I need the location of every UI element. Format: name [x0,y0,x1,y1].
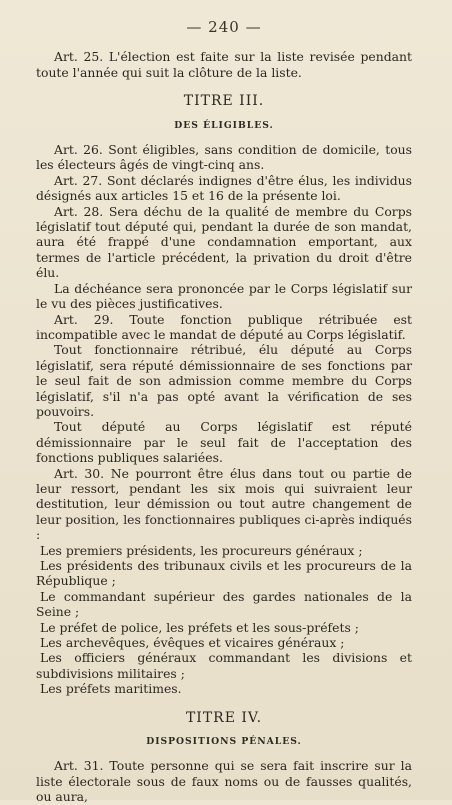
article-31: Art. 31. Toute personne qui se sera fait inscrire sur la liste électorale sous de faux noms ou de fausses qualités, ou aura, [36,758,412,805]
titre-3-subheading: DES ÉLIGIBLES. [174,119,274,131]
titre-4-subheading: DISPOSITIONS PÉNALES. [146,736,302,748]
article-30-list-item: Les officiers généraux commandant les divisions et subdivisions militaires ; [36,650,412,681]
page-text [36,20,412,805]
article-28-paragraph-2: La déchéance sera prononcée par le Corps législatif sur le vu des pièces justificatives. [36,280,412,312]
article-30-list-item: Le commandant supérieur des gardes nationales de la Seine ; [36,588,412,620]
article-30: Art. 30. Ne pourront être élus dans tout ou partie de leur ressort, pendant les six mois qui suivraient leur destitution, leur démission ou tout autre changement de leur position, les fonctionnaires publiques ci-après indiqués : [36,465,412,543]
article-30-list-item: Le préfet de police, les préfets et les sous-préfets ; [40,619,359,635]
article-25: Art. 25. L'élection est faite sur la liste revisée pendant toute l'année qui suit la clôture de la liste. [36,49,412,80]
article-28: Art. 28. Sera déchu de la qualité de membre du Corps législatif tout député qui, pendant la durée de son mandat, aura été frappé d'une condamnation emportant, aux termes de l'article précédent, la privation du droit d'être élu. [36,203,412,281]
titre-3-heading: TITRE III. [183,93,265,110]
article-30-list-item: Les premiers présidents, les procureurs généraux ; [40,542,363,558]
article-26: Art. 26. Sont éligibles, sans condition de domicile, tous les électeurs âgés de vingt-cinq ans. [36,142,412,173]
article-27: Art. 27. Sont déclarés indignes d'être élus, les individus désignés aux articles 15 et 16 de la présente loi. [36,172,412,204]
article-30-list-item: Les archevêques, évêques et vicaires généraux ; [40,635,345,651]
article-30-list-item: Les présidents des tribunaux civils et les procureurs de la République ; [36,558,412,589]
page-number: — 240 — [186,18,262,36]
article-29-paragraph-2: Tout fonctionnaire rétribué, élu député au Corps législatif, sera réputé démissionnaire de ses fonctions par le seul fait de son admission comme membre du Corps législatif, s'il n'a pas opté avant la vérification de ses pouvoirs. [36,342,412,419]
article-30-list-item: Les préfets maritimes. [40,681,182,697]
titre-4-heading: TITRE IV. [185,709,263,726]
article-29: Art. 29. Toute fonction publique rétribuée est incompatible avec le mandat de député au Corps législatif. [36,311,412,342]
article-29-paragraph-3: Tout député au Corps législatif est réputé démissionnaire par le seul fait de l'acceptation des fonctions publiques salariées. [36,419,412,466]
